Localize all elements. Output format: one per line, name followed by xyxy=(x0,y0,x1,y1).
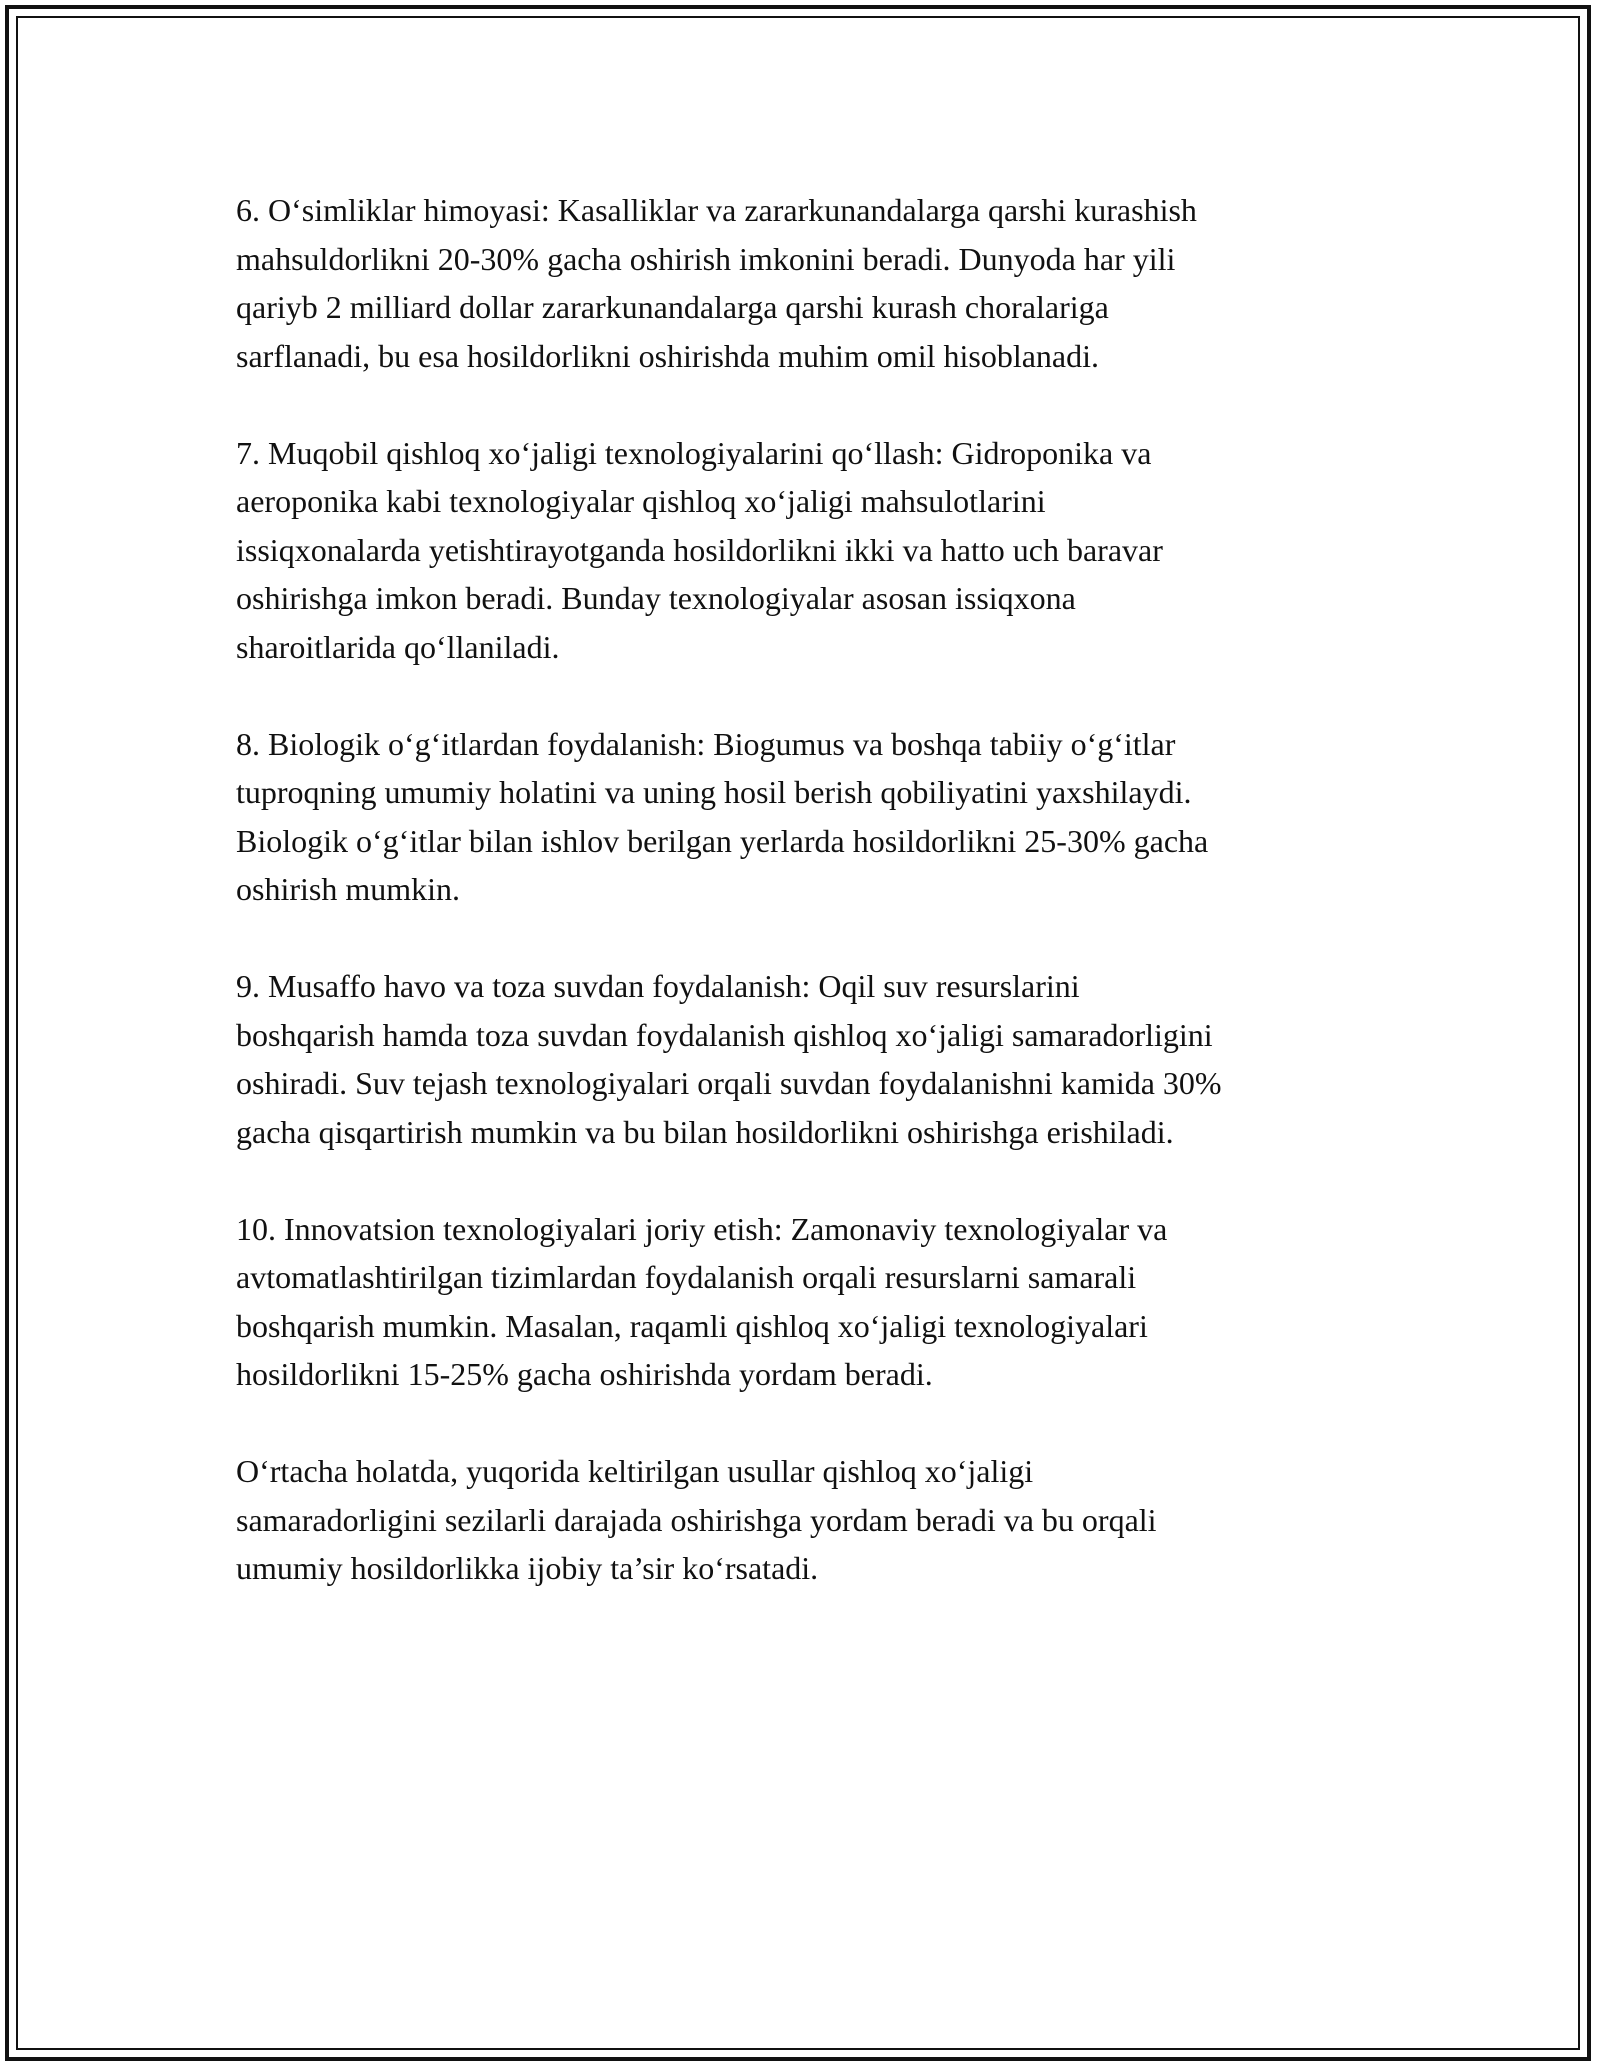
paragraph-plant-protection: 6. O‘simliklar himoyasi: Kasalliklar va zararkunandalarga qarshi kurashish mahsuldorlikni 20-30% gacha oshirish imkonini beradi. Dunyoda har yili qariyb 2 milliard dollar zararkunandalarga qarshi kurash choralariga sarflanadi, bu esa hosildorlikni oshirishda muhim omil hisoblanadi. xyxy=(236,192,1197,374)
paragraph-conclusion: O‘rtacha holatda, yuqorida keltirilgan usullar qishloq xo‘jaligi samaradorligini sezilarli darajada oshirishga yordam beradi va bu orqali umumiy hosildorlikka ijobiy ta’sir ko‘rsatadi. xyxy=(236,1453,1157,1586)
paragraph-alternative-technologies: 7. Muqobil qishloq xo‘jaligi texnologiyalarini qo‘llash: Gidroponika va aeroponika kabi texnologiyalar qishloq xo‘jaligi mahsulotlarini issiqxonalarda yetishtirayotganda hosildorlikni ikki va hatto uch baravar oshirishga imkon beradi. Bunday texnologiyalar asosan issiqxona sharoitlarida qo‘llaniladi. xyxy=(236,434,1163,665)
paragraph-innovative-technologies: 10. Innovatsion texnologiyalari joriy etish: Zamonaviy texnologiyalar va avtomatlashtirilgan tizimlardan foydalanish orqali resurslarni samarali boshqarish mumkin. Masalan, raqamli qishloq xo‘jaligi texnologiyalari hosildorlikni 15-25% gacha oshirishda yordam beradi. xyxy=(236,1210,1168,1392)
paragraph-clean-air-water: 9. Musaffo havo va toza suvdan foydalanish: Oqil suv resurslarini boshqarish hamda toza suvdan foydalanish qishloq xo‘jaligi samaradorligini oshiradi. Suv tejash texnologiyalari orqali suvdan foydalanishni kamida 30% gacha qisqartirish mumkin va bu bilan hosildorlikni oshirishga erishiladi. xyxy=(236,968,1222,1150)
paragraph-biological-fertilizers: 8. Biologik o‘g‘itlardan foydalanish: Biogumus va boshqa tabiiy o‘g‘itlar tuproqning umumiy holatini va uning hosil berish qobiliyatini yaxshilaydi. Biologik o‘g‘itlar bilan ishlov berilgan yerlarda hosildorlikni 25-30% gacha oshirish mumkin. xyxy=(236,725,1209,907)
document-body xyxy=(236,186,1386,1593)
